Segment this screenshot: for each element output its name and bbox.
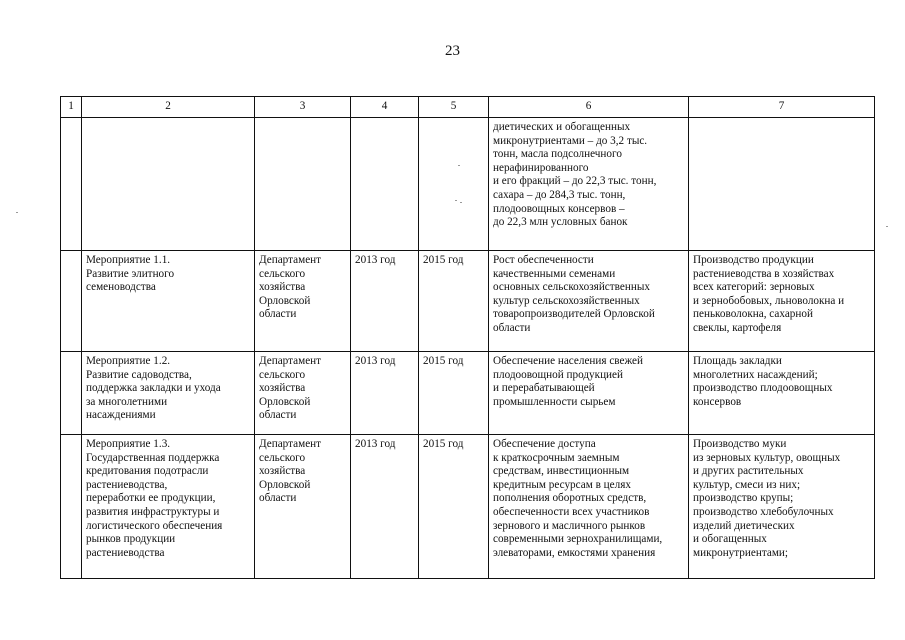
- scan-speck: [455, 200, 457, 201]
- table-cell: диетических и обогащенных микронутриентами – до 3,2 тыс. тонн, масла подсолнечного нерафинированного и его фракций – до 22,3 тыс. тонн, сахара – до 284,3 тыс. тонн, плодоовощных консервов – до 22,3 млн условных банок: [489, 118, 689, 251]
- table-cell: [255, 118, 351, 251]
- column-header: 5: [419, 97, 489, 118]
- column-header: 2: [82, 97, 255, 118]
- table-cell: [419, 118, 489, 251]
- column-header: 1: [61, 97, 82, 118]
- table-cell: 2015 год: [419, 251, 489, 352]
- column-header: 3: [255, 97, 351, 118]
- table-cell: Департамент сельского хозяйства Орловской области: [255, 435, 351, 579]
- column-header: 6: [489, 97, 689, 118]
- table-cell: Департамент сельского хозяйства Орловской области: [255, 352, 351, 435]
- table-cell: [61, 435, 82, 579]
- table-row: [61, 435, 875, 579]
- scan-speck: [886, 226, 888, 227]
- table-row: [61, 118, 875, 251]
- table-cell: 2013 год: [351, 435, 419, 579]
- table-cell: 2013 год: [351, 251, 419, 352]
- column-header: 7: [689, 97, 875, 118]
- table-cell: Производство муки из зерновых культур, овощных и других растительных культур, смеси из них; производство крупы; производство хлебобулочных изделий диетических и обогащенных микронутриентами;: [689, 435, 875, 579]
- table-cell: [61, 118, 82, 251]
- table-cell: [82, 118, 255, 251]
- scan-speck: [16, 212, 18, 213]
- document-table: [60, 96, 875, 579]
- table-cell: [351, 118, 419, 251]
- table-cell: [61, 352, 82, 435]
- table-row: [61, 352, 875, 435]
- table-cell: Рост обеспеченности качественными семенами основных сельскохозяйственных культур сельскохозяйственных товаропроизводителей Орловской области: [489, 251, 689, 352]
- table-cell: Обеспечение доступа к краткосрочным заемным средствам, инвестиционным кредитным ресурсам в целях пополнения оборотных средств, обеспеченности всех участников зернового и масличного рынков современными зернохранилищами, элеваторами, емкостями хранения: [489, 435, 689, 579]
- table-cell: [689, 118, 875, 251]
- table-cell: Мероприятие 1.1. Развитие элитного семеноводства: [82, 251, 255, 352]
- table-cell: [61, 251, 82, 352]
- table-cell: Обеспечение населения свежей плодоовощной продукцией и перерабатывающей промышленности сырьем: [489, 352, 689, 435]
- scan-speck: [460, 202, 462, 203]
- table-cell: Производство продукции растениеводства в хозяйствах всех категорий: зерновых и зернобобовых, льноволокна и пеньковолокна, сахарной свеклы, картофеля: [689, 251, 875, 352]
- table-header-row: [61, 97, 875, 118]
- table-cell: 2013 год: [351, 352, 419, 435]
- scan-speck: [458, 165, 460, 166]
- table-row: [61, 251, 875, 352]
- table-cell: Мероприятие 1.2. Развитие садоводства, поддержка закладки и ухода за многолетними насаждениями: [82, 352, 255, 435]
- column-header: 4: [351, 97, 419, 118]
- table-cell: 2015 год: [419, 352, 489, 435]
- table-cell: Площадь закладки многолетних насаждений; производство плодоовощных консервов: [689, 352, 875, 435]
- table-cell: Мероприятие 1.3. Государственная поддержка кредитования подотрасли растениеводства, переработки ее продукции, развития инфраструктуры и логистического обеспечения рынков продукции растениеводства: [82, 435, 255, 579]
- table-cell: 2015 год: [419, 435, 489, 579]
- page-number: 23: [445, 43, 460, 59]
- table-cell: Департамент сельского хозяйства Орловской области: [255, 251, 351, 352]
